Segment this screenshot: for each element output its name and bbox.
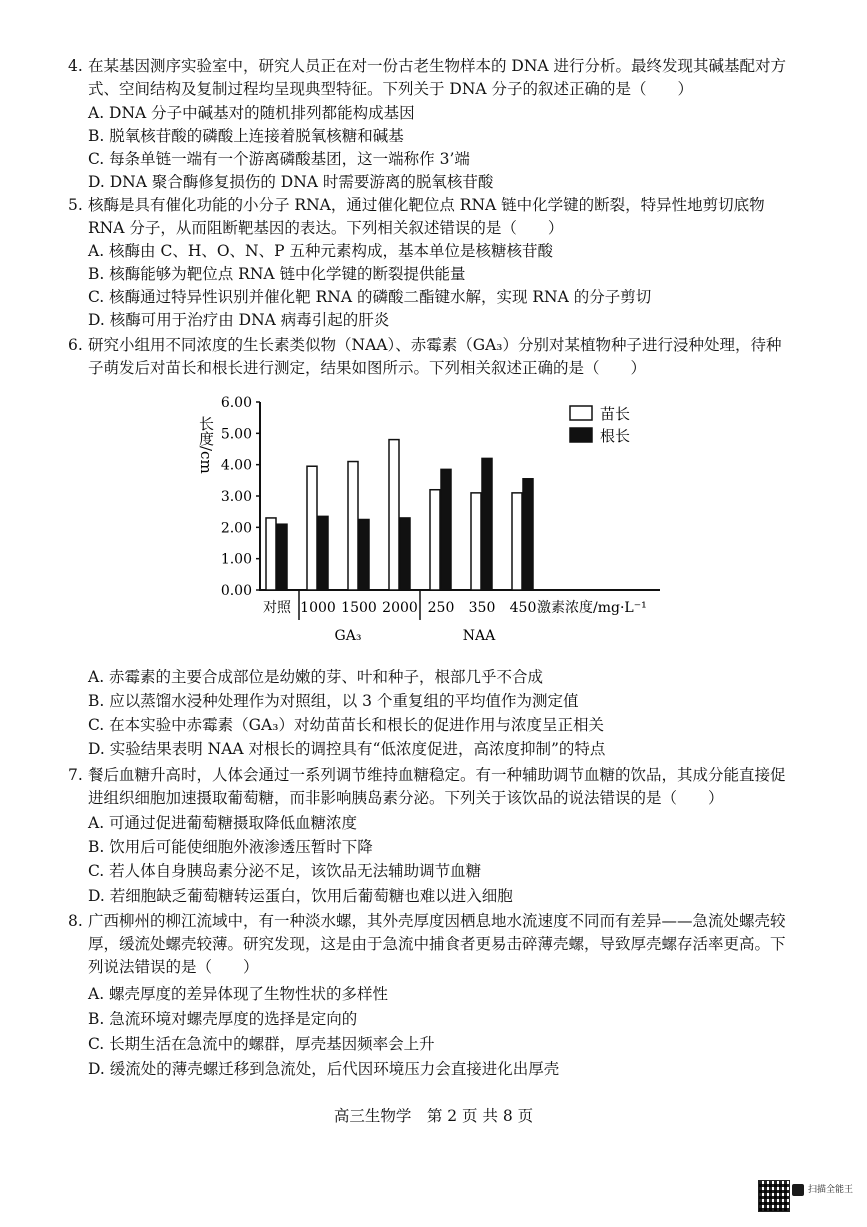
bar-chart [190,388,670,653]
option-b[interactable]: B. 急流环境对螺壳厚度的选择是定向的 [88,1010,358,1028]
option-c[interactable]: C. 每条单链一端有一个游离磷酸基团，这一端称作 3’端 [88,150,470,168]
option-a[interactable]: A. 核酶由 C、H、O、N、P 五种元素构成，基本单位是核糖核苷酸 [88,242,553,260]
app-logo-icon [792,1184,804,1196]
legend-swatch [570,406,592,420]
question-number: 8. [68,912,83,930]
option-d[interactable]: D. DNA 聚合酶修复损伤的 DNA 时需要游离的脱氧核苷酸 [88,173,494,191]
qr-code-icon [758,1180,790,1212]
option-d[interactable]: D. 实验结果表明 NAA 对根长的调控具有“低浓度促进，高浓度抑制”的特点 [88,740,606,758]
question-stem: 在某基因测序实验室中，研究人员正在对一份古老生物样本的 DNA 进行分析。最终发现其碱基配对方式、空间结构及复制过程均呈现典型特征。下列关于 DNA 分子的叙述正确的是（ ） [88,57,787,98]
y-tick-label: 4.00 [220,457,252,474]
option-a[interactable]: A. DNA 分子中碱基对的随机排列都能构成基因 [88,104,415,122]
option-b[interactable]: B. 核酶能够为靶位点 RNA 链中化学键的断裂提供能量 [88,265,466,283]
scanner-badge [758,1180,854,1214]
question-stem: 餐后血糖升高时，人体会通过一系列调节维持血糖稳定。有一种辅助调节血糖的饮品，其成分能直接促进组织细胞加速摄取葡萄糖，而非影响胰岛素分泌。下列关于该饮品的说法错误的是（ ） [88,766,786,807]
y-tick-label: 2.00 [220,520,252,537]
option-d[interactable]: D. 缓流处的薄壳螺迁移到急流处，后代因环境压力会直接进化出厚壳 [88,1060,560,1078]
question-stem: 核酶是具有催化功能的小分子 RNA，通过催化靶位点 RNA 链中化学键的断裂，特异性地剪切底物 RNA 分子，从而阻断靶基因的表达。下列相关叙述错误的是（ ） [88,196,765,237]
bar-seedling [389,440,399,590]
bar-seedling [307,466,317,590]
question-8 [68,910,793,979]
option-d[interactable]: D. 核酶可用于治疗由 DNA 病毒引起的肝炎 [88,311,390,329]
option-a[interactable]: A. 赤霉素的主要合成部位是幼嫩的芽、叶和种子，根部几乎不合成 [88,668,544,686]
option-b[interactable]: B. 脱氧核苷酸的磷酸上连接着脱氧核糖和碱基 [88,127,404,145]
y-axis-label: 长度/cm [197,416,215,474]
y-tick-label: 5.00 [220,426,252,443]
x-tick-label: 对照 [263,600,291,616]
bar-seedling [266,518,276,590]
option-c[interactable]: C. 长期生活在急流中的螺群，厚壳基因频率会上升 [88,1035,435,1053]
x-tick-label: 350 [468,600,496,616]
bar-root [400,518,410,590]
question-6 [68,334,793,380]
bar-seedling [430,490,440,590]
x-tick-label: 250 [427,600,455,616]
option-b[interactable]: B. 应以蒸馏水浸种处理作为对照组，以 3 个重复组的平均值作为测定值 [88,692,579,710]
question-7 [68,764,793,810]
scanner-badge-text: 扫描全能王 [808,1185,854,1195]
option-d[interactable]: D. 若细胞缺乏葡萄糖转运蛋白，饮用后葡萄糖也难以进入细胞 [88,887,513,905]
bar-root [318,516,328,590]
bar-root [482,458,492,590]
bar-seedling [348,462,358,590]
question-4 [68,55,793,101]
group-label: GA₃ [334,628,362,644]
option-a[interactable]: A. 可通过促进葡萄糖摄取降低血糖浓度 [88,814,358,832]
group-label: NAA [462,628,496,644]
question-5 [68,194,793,240]
bar-root [523,479,533,590]
option-c[interactable]: C. 若人体自身胰岛素分泌不足，该饮品无法辅助调节血糖 [88,862,482,880]
x-axis-label: 激素浓度/mg·L⁻¹ [537,600,647,616]
y-tick-label: 1.00 [220,551,252,568]
y-tick-label: 3.00 [220,489,252,505]
bar-root [277,524,287,590]
x-tick-label: 1500 [341,600,377,616]
page-footer: 高三生物学 第 2 页 共 8 页 [333,1107,534,1125]
question-number: 5. [68,196,83,214]
question-stem: 广西柳州的柳江流域中，有一种淡水螺，其外壳厚度因栖息地水流速度不同而有差异——急流处螺壳较厚，缓流处螺壳较薄。研究发现，这是由于急流中捕食者更易击碎薄壳螺，导致厚壳螺存活率更高。下列说法错误的是（ ） [88,912,786,976]
legend-label: 根长 [600,427,631,445]
bar-seedling [471,493,481,590]
x-tick-label: 450 [509,600,537,616]
question-number: 4. [68,57,83,75]
y-tick-label: 6.00 [220,395,252,411]
question-number: 6. [68,336,83,354]
option-c[interactable]: C. 在本实验中赤霉素（GA₃）对幼苗苗长和根长的促进作用与浓度呈正相关 [88,716,604,734]
y-tick-label: 0.00 [220,583,252,599]
question-number: 7. [68,766,83,784]
legend-swatch [570,428,592,442]
option-c[interactable]: C. 核酶通过特异性识别并催化靶 RNA 的磷酸二酯键水解，实现 RNA 的分子剪切 [88,288,652,306]
x-tick-label: 2000 [382,600,418,616]
legend-label: 苗长 [600,405,631,423]
bar-root [359,520,369,591]
option-b[interactable]: B. 饮用后可能使细胞外液渗透压暂时下降 [88,838,373,856]
x-tick-label: 1000 [300,600,336,616]
bar-root [441,469,451,590]
question-stem: 研究小组用不同浓度的生长素类似物（NAA）、赤霉素（GA₃）分别对某植物种子进行浸种处理，待种子萌发后对苗长和根长进行测定，结果如图所示。下列相关叙述正确的是（ ） [88,336,782,377]
option-a[interactable]: A. 螺壳厚度的差异体现了生物性状的多样性 [88,985,389,1003]
bar-seedling [512,493,522,590]
